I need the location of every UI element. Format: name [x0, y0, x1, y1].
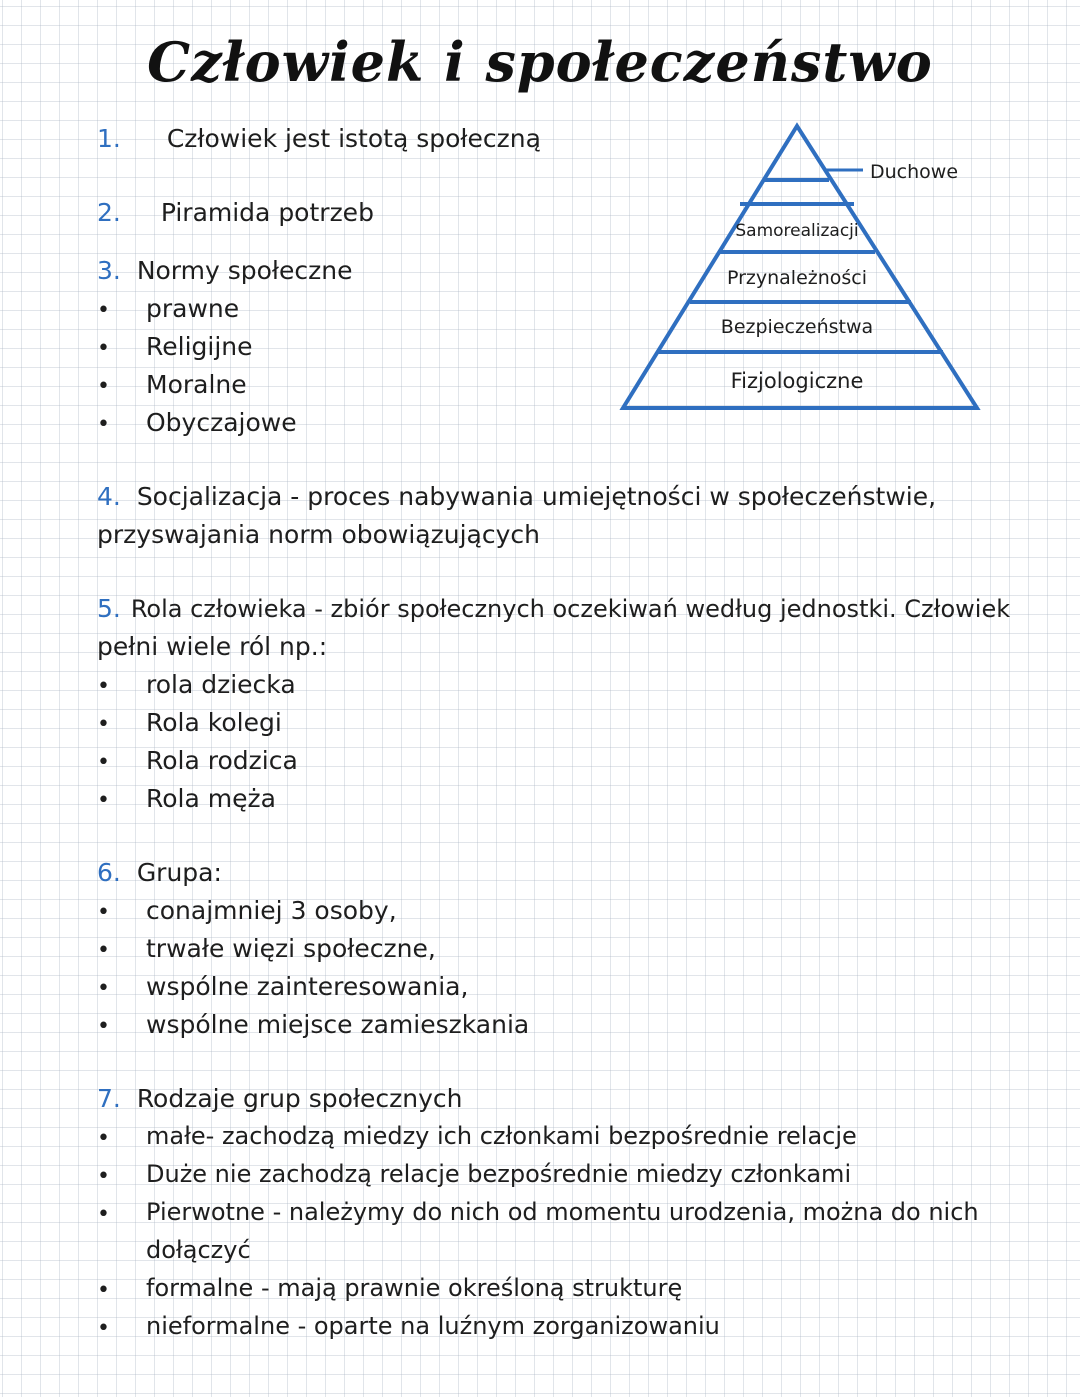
section-4-text-cont: przyswajania norm obowiązujących — [97, 520, 540, 549]
bullet: • — [97, 750, 110, 775]
bullet: • — [97, 1164, 110, 1189]
bullet: • — [97, 900, 110, 925]
list-item: formalne - mają prawnie określoną strukturę — [146, 1274, 683, 1302]
section-2-text: Piramida potrzeb — [160, 198, 374, 227]
section-4-text: Socjalizacja - proces nabywania umiejętności w społeczeństwie, — [136, 482, 937, 511]
list-item: Rola rodzica — [146, 746, 298, 775]
list-item: Rola męża — [146, 784, 276, 813]
section-6-text: Grupa: — [136, 858, 222, 887]
section-2-number: 2. — [97, 198, 121, 227]
list-item: Duże nie zachodzą relacje bezpośrednie miedzy członkami — [146, 1160, 852, 1188]
section-3 — [97, 256, 353, 285]
section-7 — [97, 1084, 463, 1113]
list-item: trwałe więzi społeczne, — [146, 934, 436, 963]
pyramid-level-label: Bezpieczeństwa — [720, 316, 874, 338]
bullet: • — [97, 976, 110, 1001]
section-1-number: 1. — [97, 124, 121, 153]
list-item: nieformalne - oparte na luźnym zorganizowaniu — [146, 1312, 720, 1340]
section-1-text: Człowiek jest istotą społeczną — [166, 124, 541, 153]
section-3-number: 3. — [97, 256, 121, 285]
bullet: • — [97, 788, 110, 813]
section-4 — [97, 482, 936, 511]
list-item: wspólne zainteresowania, — [146, 972, 469, 1001]
bullet: • — [97, 412, 110, 437]
pyramid-level-label: Fizjologiczne — [730, 369, 864, 393]
list-item: Rola kolegi — [146, 708, 282, 737]
list-item: Moralne — [146, 370, 247, 399]
list-item: prawne — [146, 294, 240, 323]
bullet: • — [97, 1278, 110, 1303]
bullet: • — [97, 1126, 110, 1151]
section-5-number: 5. — [97, 594, 121, 623]
list-item: Religijne — [146, 332, 253, 361]
page-title: Człowiek i społeczeństwo — [147, 30, 933, 94]
section-6-number: 6. — [97, 858, 121, 887]
bullet: • — [97, 674, 110, 699]
bullet: • — [97, 1202, 110, 1227]
section-6 — [97, 858, 222, 887]
section-5-text: Rola człowieka - zbiór społecznych oczekiwań według jednostki. Człowiek — [130, 595, 1011, 623]
list-item: wspólne miejsce zamieszkania — [146, 1010, 530, 1039]
list-item: Obyczajowe — [146, 408, 297, 437]
list-item: Pierwotne - należymy do nich od momentu urodzenia, można do nich — [146, 1198, 979, 1226]
section-5 — [97, 594, 1010, 623]
list-item: rola dziecka — [146, 670, 296, 699]
list-item: małe- zachodzą miedzy ich członkami bezpośrednie relacje — [146, 1122, 857, 1150]
section-3-text: Normy społeczne — [136, 256, 353, 285]
bullet: • — [97, 1316, 110, 1341]
bullet: • — [97, 712, 110, 737]
bullet: • — [97, 298, 110, 323]
section-4-number: 4. — [97, 482, 121, 511]
pyramid-level-label: Przynależności — [726, 267, 868, 289]
section-2 — [97, 198, 374, 227]
bullet: • — [97, 336, 110, 361]
needs-pyramid — [615, 118, 995, 418]
bullet: • — [97, 1014, 110, 1039]
list-item-continuation: dołączyć — [146, 1236, 251, 1264]
bullet: • — [97, 938, 110, 963]
section-7-number: 7. — [97, 1084, 121, 1113]
section-5-text-cont: pełni wiele ról np.: — [97, 632, 328, 661]
pyramid-label-duchowe: Duchowe — [870, 161, 959, 183]
section-1 — [97, 124, 541, 153]
bullet: • — [97, 374, 110, 399]
list-item: conajmniej 3 osoby, — [146, 896, 397, 925]
pyramid-level-label: Samorealizacji — [735, 221, 859, 241]
section-7-text: Rodzaje grup społecznych — [136, 1084, 463, 1113]
